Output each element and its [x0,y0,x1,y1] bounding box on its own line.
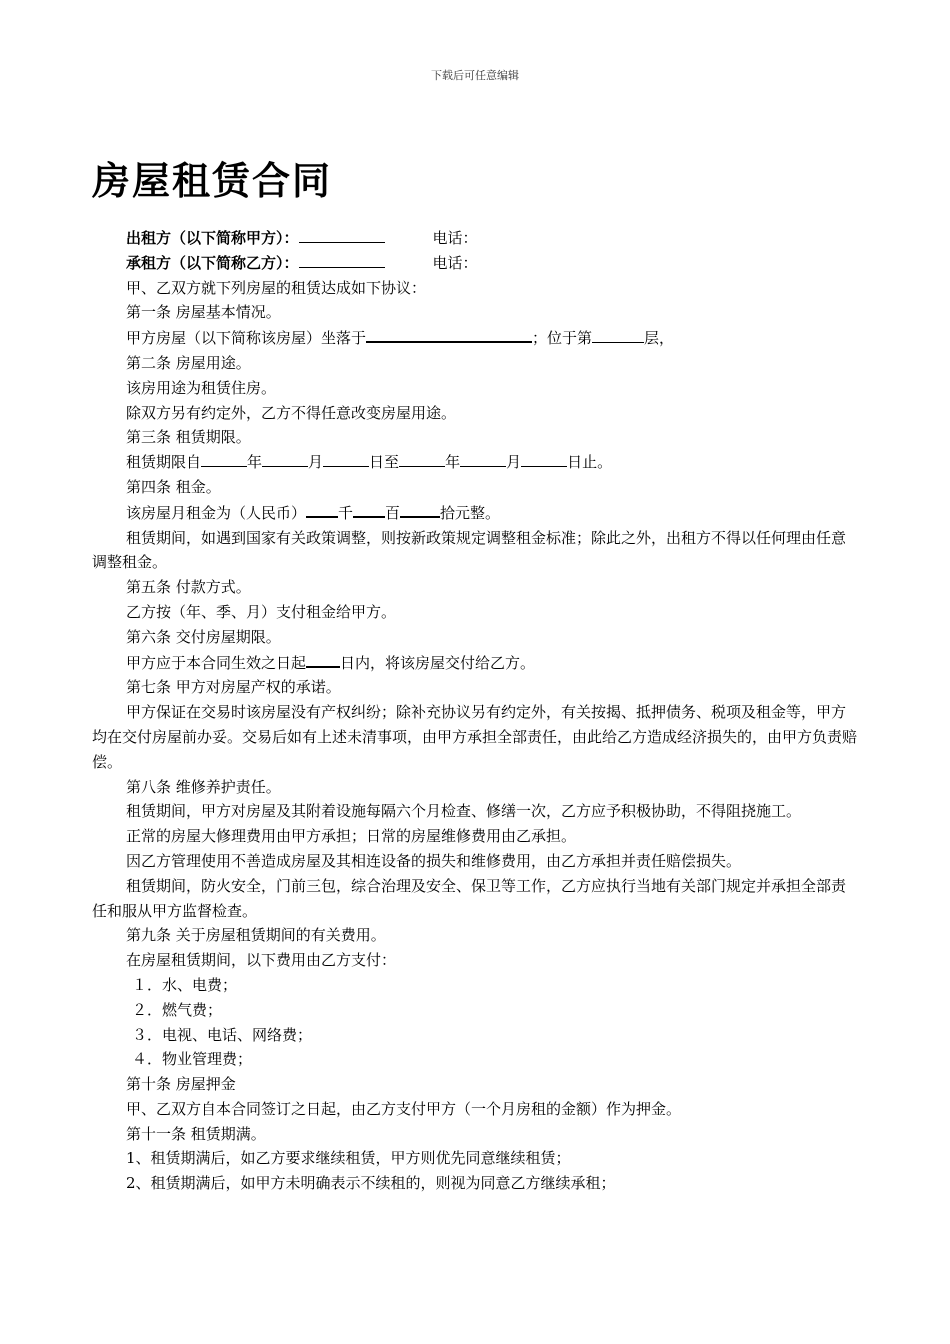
lessee-line [92,251,860,276]
intro-line: 甲、乙双方就下列房屋的租赁达成如下协议： [126,278,427,297]
article-2-heading: 第二条 房屋用途。 [126,353,251,372]
rent-amount-line [92,500,860,526]
lease-term-line [92,450,860,475]
article-5-heading: 第五条 付款方式。 [126,578,251,597]
list-item: ３．电视、电话、网络费； [132,1025,313,1044]
article-8-heading: 第八条 维修养护责任。 [126,777,281,796]
lessor-blank[interactable] [299,226,385,243]
year-label: 年 [445,453,461,472]
day-to-label: 日至 [369,453,400,472]
rent-label: 该房屋月租金为（人民币） [126,503,307,522]
list-item: １．水、电费； [132,975,238,994]
article-2-para-1: 该房用途为租赁住房。 [126,378,277,397]
lessor-label: 出租方（以下简称甲方）： [126,229,299,247]
address-blank[interactable] [366,325,532,343]
lessee-label: 承租方（以下简称乙方）： [126,253,299,272]
rent-tens-blank[interactable] [400,500,440,518]
lessee-phone-label: 电话： [432,253,478,272]
article-8-para-1: 租赁期间，甲方对房屋及其附着设施每隔六个月检查、修缮一次，乙方应予积极协助，不得阻挠施工。 [126,802,802,821]
rent-hundreds-blank[interactable] [353,500,385,518]
year-label: 年 [247,453,263,472]
article-9-para-1: 在房屋租赁期间，以下费用由乙方支付： [126,951,397,970]
list-item: ４．物业管理费； [132,1050,253,1069]
start-day-blank[interactable] [323,450,369,467]
lessee-blank[interactable] [299,251,385,268]
article-8-para-3: 因乙方管理使用不善造成房屋及其相连设备的损失和维修费用，由乙方承担并责任赔偿损失。 [126,851,742,870]
end-year-blank[interactable] [399,450,445,467]
delivery-label: 甲方应于本合同生效之日起 [126,653,307,672]
end-month-blank[interactable] [460,450,506,467]
article-7-heading: 第七条 甲方对房屋产权的承诺。 [126,678,341,697]
address-label: 甲方房屋（以下简称该房屋）坐落于 [126,329,367,348]
article-1-address-line [92,325,860,351]
delivery-suffix: 日内，将该房屋交付给乙方。 [340,653,536,672]
lessor-line [92,226,860,251]
article-3-heading: 第三条 租赁期限。 [126,428,251,447]
article-10-heading: 第十条 房屋押金 [126,1075,236,1094]
page-header-note: 下载后可任意编辑 [431,69,519,82]
month-label: 月 [308,453,324,472]
article-8-para-4: 租赁期间，防火安全，门前三包，综合治理及安全、保卫等工作，乙方应执行当地有关部门规定并承担全部责任和服从甲方监督检查。 [92,876,847,920]
thousands-label: 千 [338,503,354,522]
delivery-line [92,650,860,676]
article-4-heading: 第四条 租金。 [126,477,221,496]
lessor-phone-label: 电话： [432,229,478,247]
article-11-para-2: 2、租赁期满后，如甲方未明确表示不续租的，则视为同意乙方继续承租； [126,1174,616,1193]
floor-label: ；位于第 [532,329,593,348]
article-5-para-1: 乙方按（年、季、月）支付租金给甲方。 [126,602,397,621]
floor-suffix: 层， [644,329,675,348]
floor-blank[interactable] [592,326,644,343]
list-item: ２．燃气费； [132,1000,223,1019]
month-label: 月 [506,453,522,472]
tens-label: 拾元整。 [440,503,501,522]
article-11-para-1: 1、租赁期满后，如乙方要求继续租赁，甲方则优先同意继续租赁； [126,1149,571,1168]
start-year-blank[interactable] [201,450,247,467]
article-9-heading: 第九条 关于房屋租赁期间的有关费用。 [126,926,386,945]
article-4-para-2: 租赁期间，如遇到国家有关政策调整，则按新政策规定调整租金标准；除此之外，出租方不得以任何理由任意调整租金。 [92,528,847,572]
contract-body [92,226,860,1196]
end-day-blank[interactable] [521,450,567,467]
article-1-heading: 第一条 房屋基本情况。 [126,303,281,322]
delivery-days-blank[interactable] [306,650,340,668]
article-8-para-2: 正常的房屋大修理费用由甲方承担；日常的房屋维修费用由乙承担。 [126,827,577,846]
article-10-para-1: 甲、乙双方自本合同签订之日起，由乙方支付甲方（一个月房租的金额）作为押金。 [126,1099,682,1118]
start-month-blank[interactable] [262,450,308,467]
article-6-heading: 第六条 交付房屋期限。 [126,627,281,646]
article-11-heading: 第十一条 租赁期满。 [126,1124,266,1143]
rent-thousands-blank[interactable] [306,500,338,518]
article-7-para-1: 甲方保证在交易时该房屋没有产权纠纷；除补充协议另有约定外，有关按揭、抵押债务、税项及租金等，甲方均在交付房屋前办妥。交易后如有上述未清事项，由甲方承担全部责任，由此给乙方造成经济损失的，由甲方负责赔偿。 [92,703,858,771]
term-label: 租赁期限自 [126,453,202,472]
article-2-para-2: 除双方另有约定外，乙方不得任意改变房屋用途。 [126,403,457,422]
document-title: 房屋租赁合同 [92,158,333,203]
day-end-label: 日止。 [567,453,613,472]
hundreds-label: 百 [385,503,401,522]
